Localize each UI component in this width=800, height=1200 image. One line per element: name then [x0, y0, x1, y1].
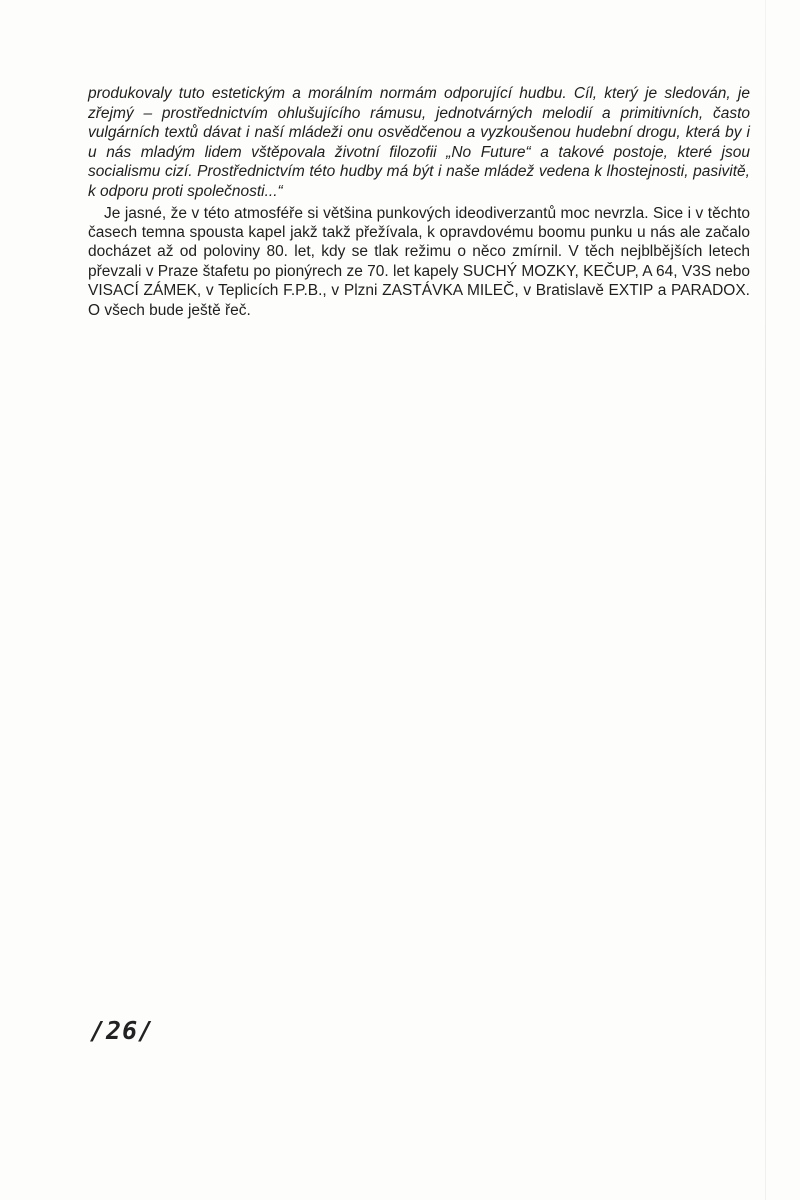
text-column: [88, 84, 750, 320]
page-edge-shadow: [765, 0, 766, 1200]
quoted-passage: produkovaly tuto estetickým a morálním normám odporující hudbu. Cíl, který je sledován, je zřejmý – prostřednictvím ohlušujícího rámusu, jednotvárných melodií a primitivních, často vulgárních textů dávat i naší mládeži onu osvědčenou a vyzkoušenou hudební drogu, která by i u nás mladým lidem vštěpovala životní filozofii „No Future“ a takové postoje, které jsou socialismu cizí. Prostřednictvím této hudby má být i naše mládež vedena k lhostejnosti, pasivitě, k odporu proti společnosti...“: [88, 85, 750, 200]
page-number: /26/: [90, 1016, 155, 1045]
body-paragraph: Je jasné, že v této atmosféře si většina punkových ideodiverzantů moc nevrzla. Sice i v těchto časech temna spousta kapel jakž takž přežívala, k opravdovému boomu punku u nás ale začalo docházet až od poloviny 80. let, kdy se tlak režimu o něco zmírnil. V těch nejblbějších letech převzali v Praze štafetu po pionýrech ze 70. let kapely SUCHÝ MOZKY, KEČUP, A 64, V3S nebo VISACÍ ZÁMEK, v Teplicích F.P.B., v Plzni ZASTÁVKA MILEČ, v Bratislavě EXTIP a PARADOX. O všech bude ještě řeč.: [88, 204, 750, 319]
